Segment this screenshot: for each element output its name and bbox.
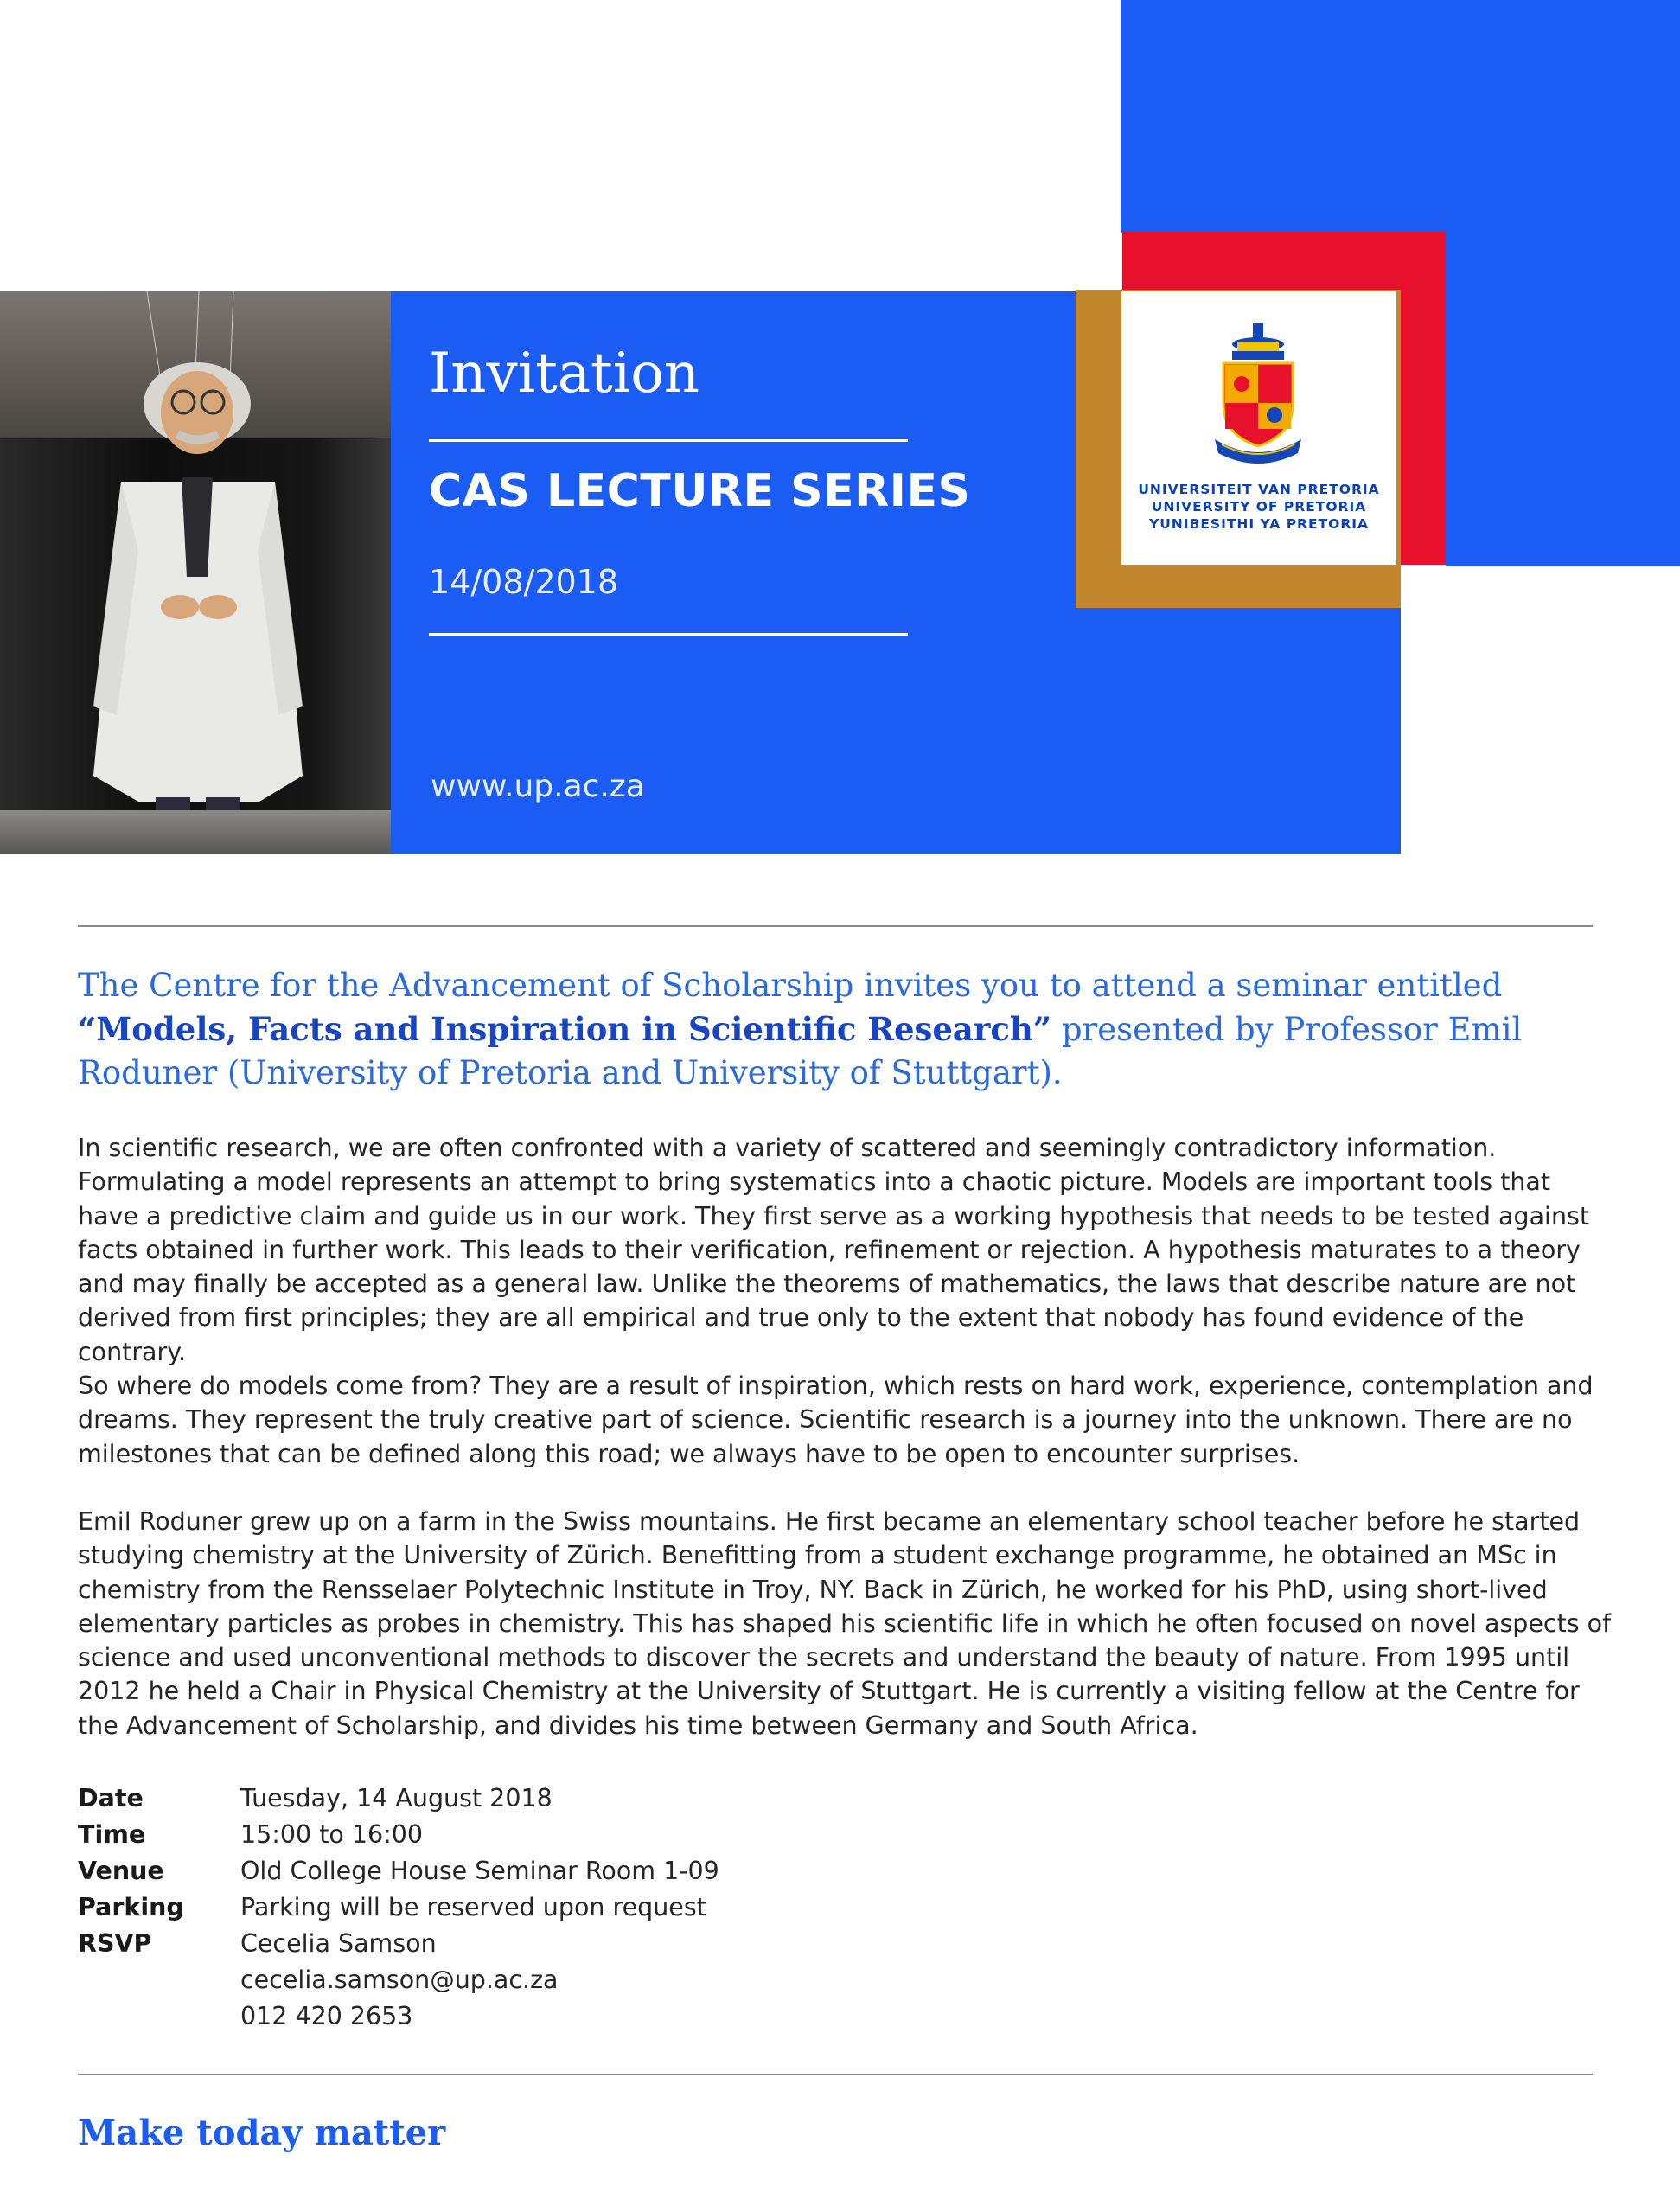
footer-slogan: Make today matter: [78, 2113, 446, 2153]
website-link[interactable]: www.up.ac.za: [431, 769, 645, 804]
detail-value-parking: Parking will be reserved upon request: [240, 1893, 706, 1921]
banner-date: 14/08/2018: [429, 563, 619, 601]
logo-text-afrikaans: UNIVERSITEIT VAN PRETORIA: [1138, 482, 1380, 497]
seminar-introduction: [78, 964, 1626, 1095]
content-divider-bottom: [78, 2074, 1593, 2075]
marionette-photo: [0, 291, 391, 854]
detail-label-rsvp: RSVP: [78, 1929, 152, 1958]
abstract-paragraph-2: So where do models come from? They are a result of inspiration, which rests on hard work, experience, contemplation and dreams. They represent the truly creative part of science. Scientific research is a journey into the unknown. There are no milestones that can be defined along this road; we always have to be open to encounter surprises.: [78, 1371, 1594, 1468]
speaker-biography: Emil Roduner grew up on a farm in the Swiss mountains. He first became an elementary school teacher before he started studying chemistry at the University of Zürich. Benefitting from a student exchange programme, he obtained an MSc in chemistry from the Rensselaer Polytechnic Institute in Troy, NY. Back in Zürich, he worked for his PhD, using short-lived elementary particles as probes in chemistry. This has shaped his scientific life in which he often focused on novel aspects of science and used unconventional methods to discover the secrets and understand the beauty of nature. From 1995 until 2012 he held a Chair in Physical Chemistry at the University of Stuttgart. He is currently a visiting fellow at the Centre for the Advancement of Scholarship, and divides his time between Germany and South Africa.: [78, 1507, 1612, 1740]
invitation-heading: Invitation: [429, 342, 699, 406]
detail-value-rsvp-email[interactable]: cecelia.samson@up.ac.za: [240, 1966, 559, 1994]
logo-text-english: UNIVERSITY OF PRETORIA: [1151, 499, 1367, 515]
detail-label-time: Time: [78, 1820, 146, 1849]
content-divider-top: [78, 925, 1593, 927]
lecture-series-title: CAS LECTURE SERIES: [429, 465, 971, 517]
detail-value-rsvp-name: Cecelia Samson: [240, 1929, 437, 1958]
detail-value-time: 15:00 to 16:00: [240, 1820, 423, 1849]
abstract-paragraph-1: In scientific research, we are often confronted with a variety of scattered and seemingly contradictory information. Formulating a model represents an attempt to bring systematics into a chaotic picture. Models are important tools that have a predictive claim and guide us in our work. They first serve as a working hypothesis that needs to be tested against facts obtained in further work. This leads to their verification, refinement or rejection. A hypothesis maturates to a theory and may finally be accepted as a general law. Unlike the theorems of mathematics, the laws that describe nature are not derived from first principles; they are all empirical and true only to the extent that nobody has found evidence of the contrary.: [78, 1134, 1590, 1366]
intro-lead: The Centre for the Advancement of Scholarship invites you to attend a seminar entitled: [78, 967, 1503, 1004]
detail-label-venue: Venue: [78, 1857, 164, 1885]
logo-text-sepedi: YUNIBESITHI YA PRETORIA: [1148, 516, 1370, 532]
detail-value-venue: Old College House Seminar Room 1-09: [240, 1857, 719, 1885]
university-crest-icon: [1206, 318, 1310, 465]
detail-value-date: Tuesday, 14 August 2018: [240, 1784, 553, 1813]
detail-value-rsvp-phone: 012 420 2653: [240, 2002, 413, 2030]
detail-label-parking: Parking: [78, 1893, 184, 1921]
marionette-figure-icon: [0, 291, 391, 854]
header-blue-block-right: [1446, 233, 1680, 566]
detail-label-date: Date: [78, 1784, 144, 1813]
banner-divider-top: [429, 439, 908, 442]
intro-presenter: presented by Professor Emil Roduner (University of Pretoria and University of Stuttgart).: [78, 1011, 1523, 1091]
seminar-title: “Models, Facts and Inspiration in Scientific Research”: [78, 1010, 1052, 1048]
header-blue-block-top: [1121, 0, 1680, 233]
banner-divider-bottom: [429, 633, 908, 636]
